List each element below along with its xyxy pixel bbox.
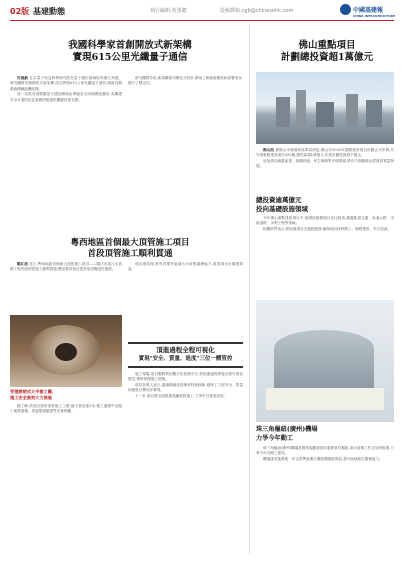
article4-pullquote	[128, 340, 243, 370]
article2-headline-line2: 計劃總投資超1萬億元	[280, 51, 374, 63]
photo-caption	[10, 389, 122, 401]
article3-col1b	[10, 404, 122, 554]
article3-p3: 項目建成後,將有效提升區域污水收集處理能力,改善城市水環境質量。	[128, 262, 243, 272]
article2-headline	[260, 40, 394, 64]
pullquote-rule-top	[128, 342, 243, 344]
header-rule	[10, 20, 394, 21]
article1-p3: 研究團隊介紹,新架構採用開放式設計,降低了系統複雜度和部署成本,提升了穩定性。	[128, 76, 243, 86]
photo-building	[296, 90, 306, 127]
article1-p1: 北京量子信息科學研究院在量子通信領域取得重大突破。研究團隊首創開放式新架構,成功實現615公里光纖量子通信,刷新同類系統傳輸距離紀錄。	[10, 76, 122, 91]
editor-credit: 執行編輯:黃漢聰	[150, 8, 187, 14]
article2-subhead	[256, 196, 394, 213]
article2b-p1: 今年佛山重點建設項目中,基礎設施類項目佔比較高,涵蓋軌道交通、高速公路、市政道路、水利工程等領域。	[256, 216, 394, 226]
article3-p1: 近日,粵西地區首個最大頂管施工項目——陽江市某污水管網工程首段頂管施工順利貫通,標誌着該項目建設取得階段性進展。	[10, 262, 122, 272]
photo-building	[346, 94, 358, 127]
contact-email: 投稿郵箱:cgb@chinesehk.com	[220, 8, 294, 14]
article2-p1: 據佛山市發展和改革局消息,佛山市2025年重點建設項目計劃正式印發,共安排重點建設項目595個,總投資超1萬億元,年度計劃投資超千億元。	[256, 148, 394, 158]
article2-byline: 佛山訊	[263, 148, 275, 152]
page-header	[0, 0, 402, 22]
article2-photo	[256, 72, 394, 144]
article2b-p2: 相關部門表示,將加強項目全過程服務,確保項目按時開工、順利建設、早日投產。	[263, 226, 392, 231]
article5-headline-line2: 力爭今年動工	[256, 434, 294, 442]
article2-headline-line1: 佛山重點項目	[298, 40, 356, 51]
article1-byline: 央視新	[17, 76, 29, 80]
article1-col2	[128, 76, 243, 236]
article2-body	[256, 148, 394, 194]
article4-p1: 施工現場,項目團隊利用數字化管理平台,對頂進過程實施全程可視化監控,實時掌握施工狀態。	[128, 372, 243, 382]
article4-body	[128, 372, 243, 552]
article2-p2: 這批項目涵蓋產業、基礎設施、民生保障等多個領域,將有力推動佛山經濟高質量發展。	[256, 158, 394, 169]
article3-headline-line1: 粵西地區首個最大頂管施工項目	[70, 238, 190, 248]
logo-mark-icon	[340, 4, 351, 15]
article3-photo	[10, 315, 122, 387]
newspaper-logo	[340, 3, 396, 17]
photo-building	[316, 102, 334, 127]
article5-photo	[256, 300, 394, 422]
page-number: 02版	[10, 7, 30, 16]
logo-text: 中國基建報	[353, 7, 384, 14]
article1-p2: 這一成果有望推動量子通信網絡由實驗室走向規模化應用,為構建安全可靠的信息基礎設施提供關鍵技術支撐。	[10, 92, 122, 102]
article2-body2	[256, 216, 394, 296]
article4-p3: 下一步,項目將全面推進後續管段施工,力爭早日建成投用。	[135, 393, 228, 398]
article1-headline-line2: 實現615公里光纖量子通信	[72, 51, 188, 63]
pullquote-rule-bottom	[128, 366, 243, 368]
article3-headline	[20, 238, 240, 259]
article4-pull-line1: 頂進過程全程可視化	[156, 346, 215, 354]
article1-headline-line1: 我國科學家首創開放式新架構	[68, 40, 192, 51]
article3-col1	[10, 262, 122, 312]
article5-headline-line1: 珠三角樞紐(廣州)機場	[256, 426, 318, 433]
column-divider	[249, 24, 250, 554]
article1-col1	[10, 76, 122, 236]
article5-p1: 珠三角樞紐(廣州)機場是國家規劃建設的重要航空樞紐,項目前期工作正加快推進,力爭今年內開工建設。	[256, 446, 394, 456]
photo-building	[366, 100, 382, 127]
photo-caption-line2: 施工安全高效大力推進	[10, 395, 52, 400]
article2-subhead-line1: 總投資逾萬億元	[256, 196, 302, 204]
article1-headline	[30, 40, 230, 64]
section-title: 基建動態	[33, 7, 65, 16]
logo-subtext: CHINA INFRASTRUCTURE	[353, 14, 396, 18]
photo-terminal-base	[266, 388, 384, 410]
article3-headline-line2: 首段頂管施工順利貫通	[87, 248, 173, 259]
photo-caption-line1: 受理開閉式大平衡工藝,	[10, 389, 54, 394]
photo-terminal-roof	[274, 330, 374, 390]
article5-p2: 機場建成後將進一步完善粵港澳大灣區機場群佈局,提升區域航空服務能力。	[263, 456, 383, 461]
photo-pipe-opening	[55, 343, 77, 361]
photo-building	[276, 97, 290, 127]
article5-headline	[256, 426, 394, 443]
article5-body	[256, 446, 394, 554]
article2-subhead-line2: 投向基礎設施領域	[256, 204, 308, 213]
article4-pull-line2: 實現"安全、質量、進度"三位一體管控	[138, 356, 233, 362]
article3-p2: 據了解,該項目採用頂管施工工藝,最大管徑達3米,施工過程中克服了地質複雜、周邊環境敏感等多重困難。	[10, 404, 122, 414]
article3-byline: 陽江訊	[17, 262, 29, 266]
article4-p2: 項目負責人表示,通過精細化管理和技術創新,確保了工程安全、質量和進度目標同步實現。	[128, 382, 243, 393]
